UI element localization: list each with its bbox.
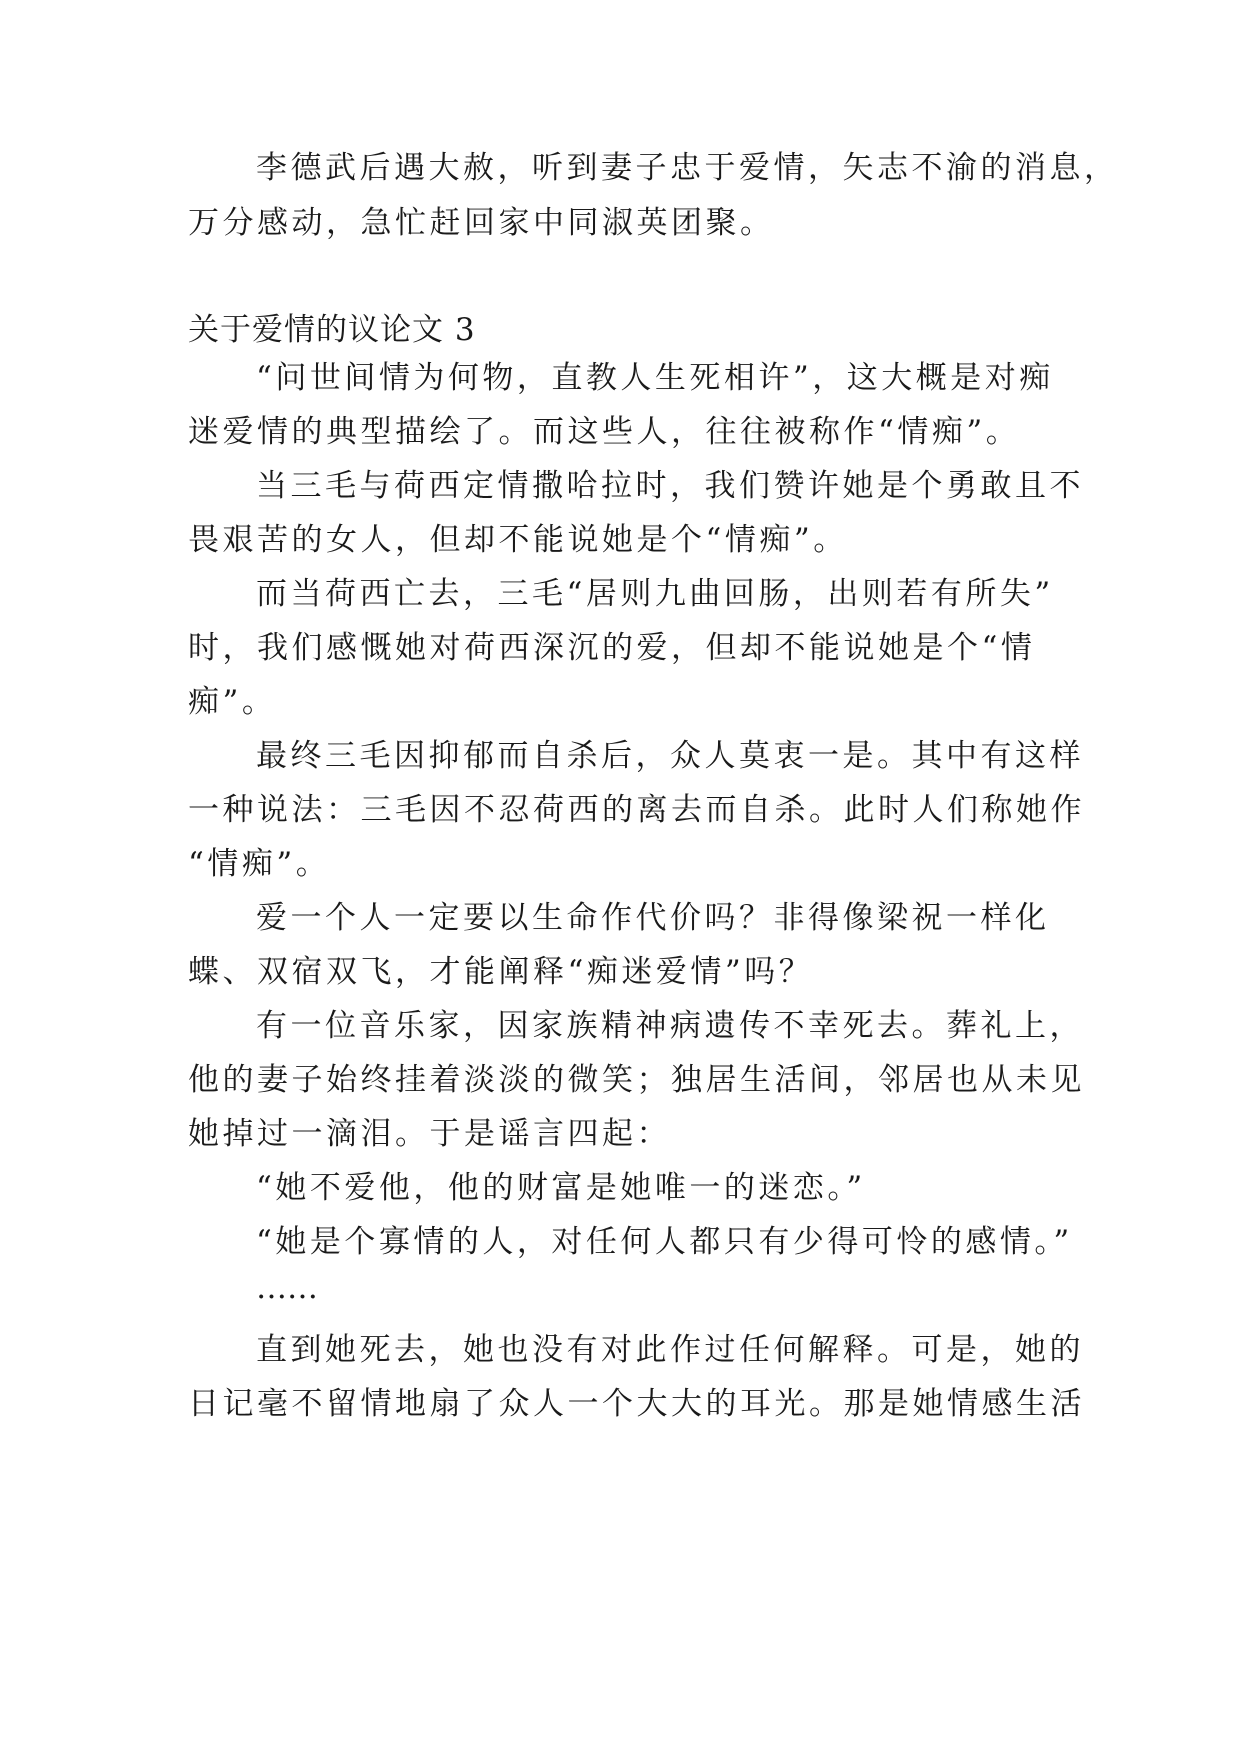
paragraph-line: 她掉过一滴泪。于是谣言四起： [188, 1116, 671, 1152]
ellipsis-line: …… [256, 1270, 318, 1306]
paragraph-line: 痴”。 [188, 684, 277, 720]
paragraph-line: 而当荷西亡去，三毛“居则九曲回肠，出则若有所失” [256, 576, 1054, 612]
paragraph-line: 万分感动，急忙赶回家中同淑英团聚。 [188, 205, 775, 241]
paragraph-line: 日记毫不留情地扇了众人一个大大的耳光。那是她情感生活 [188, 1386, 1085, 1422]
paragraph-line: 一种说法：三毛因不忍荷西的离去而自杀。此时人们称她作 [188, 792, 1085, 828]
paragraph-line: 畏艰苦的女人，但却不能说她是个“情痴”。 [188, 522, 848, 558]
paragraph-line: 有一位音乐家，因家族精神病遗传不幸死去。葬礼上， [256, 1008, 1084, 1044]
paragraph-line: 迷爱情的典型描绘了。而这些人，往往被称作“情痴”。 [188, 414, 1021, 450]
quote-line: “她是个寡情的人，对任何人都只有少得可怜的感情。” [256, 1224, 1073, 1260]
paragraph-line: 直到她死去，她也没有对此作过任何解释。可是，她的 [256, 1332, 1084, 1368]
paragraph-line: “问世间情为何物，直教人生死相许”，这大概是对痴 [256, 360, 1054, 396]
paragraph-line: 蝶、双宿双飞，才能阐释“痴迷爱情”吗？ [188, 954, 814, 990]
paragraph-line: 最终三毛因抑郁而自杀后，众人莫衷一是。其中有这样 [256, 738, 1084, 774]
paragraph-line: 当三毛与荷西定情撒哈拉时，我们赞许她是个勇敢且不 [256, 468, 1084, 504]
section-heading: 关于爱情的议论文 3 [188, 312, 476, 348]
paragraph-line: 时，我们感慨她对荷西深沉的爱，但却不能说她是个“情 [188, 630, 1036, 666]
quote-line: “她不爱他，他的财富是她唯一的迷恋。” [256, 1170, 866, 1206]
paragraph-line: “情痴”。 [188, 846, 331, 882]
paragraph-line: 他的妻子始终挂着淡淡的微笑；独居生活间，邻居也从未见 [188, 1062, 1085, 1098]
paragraph-line: 李德武后遇大赦，听到妻子忠于爱情，矢志不渝的消息， [256, 150, 1119, 186]
paragraph-line: 爱一个人一定要以生命作代价吗？非得像梁祝一样化 [256, 900, 1050, 936]
